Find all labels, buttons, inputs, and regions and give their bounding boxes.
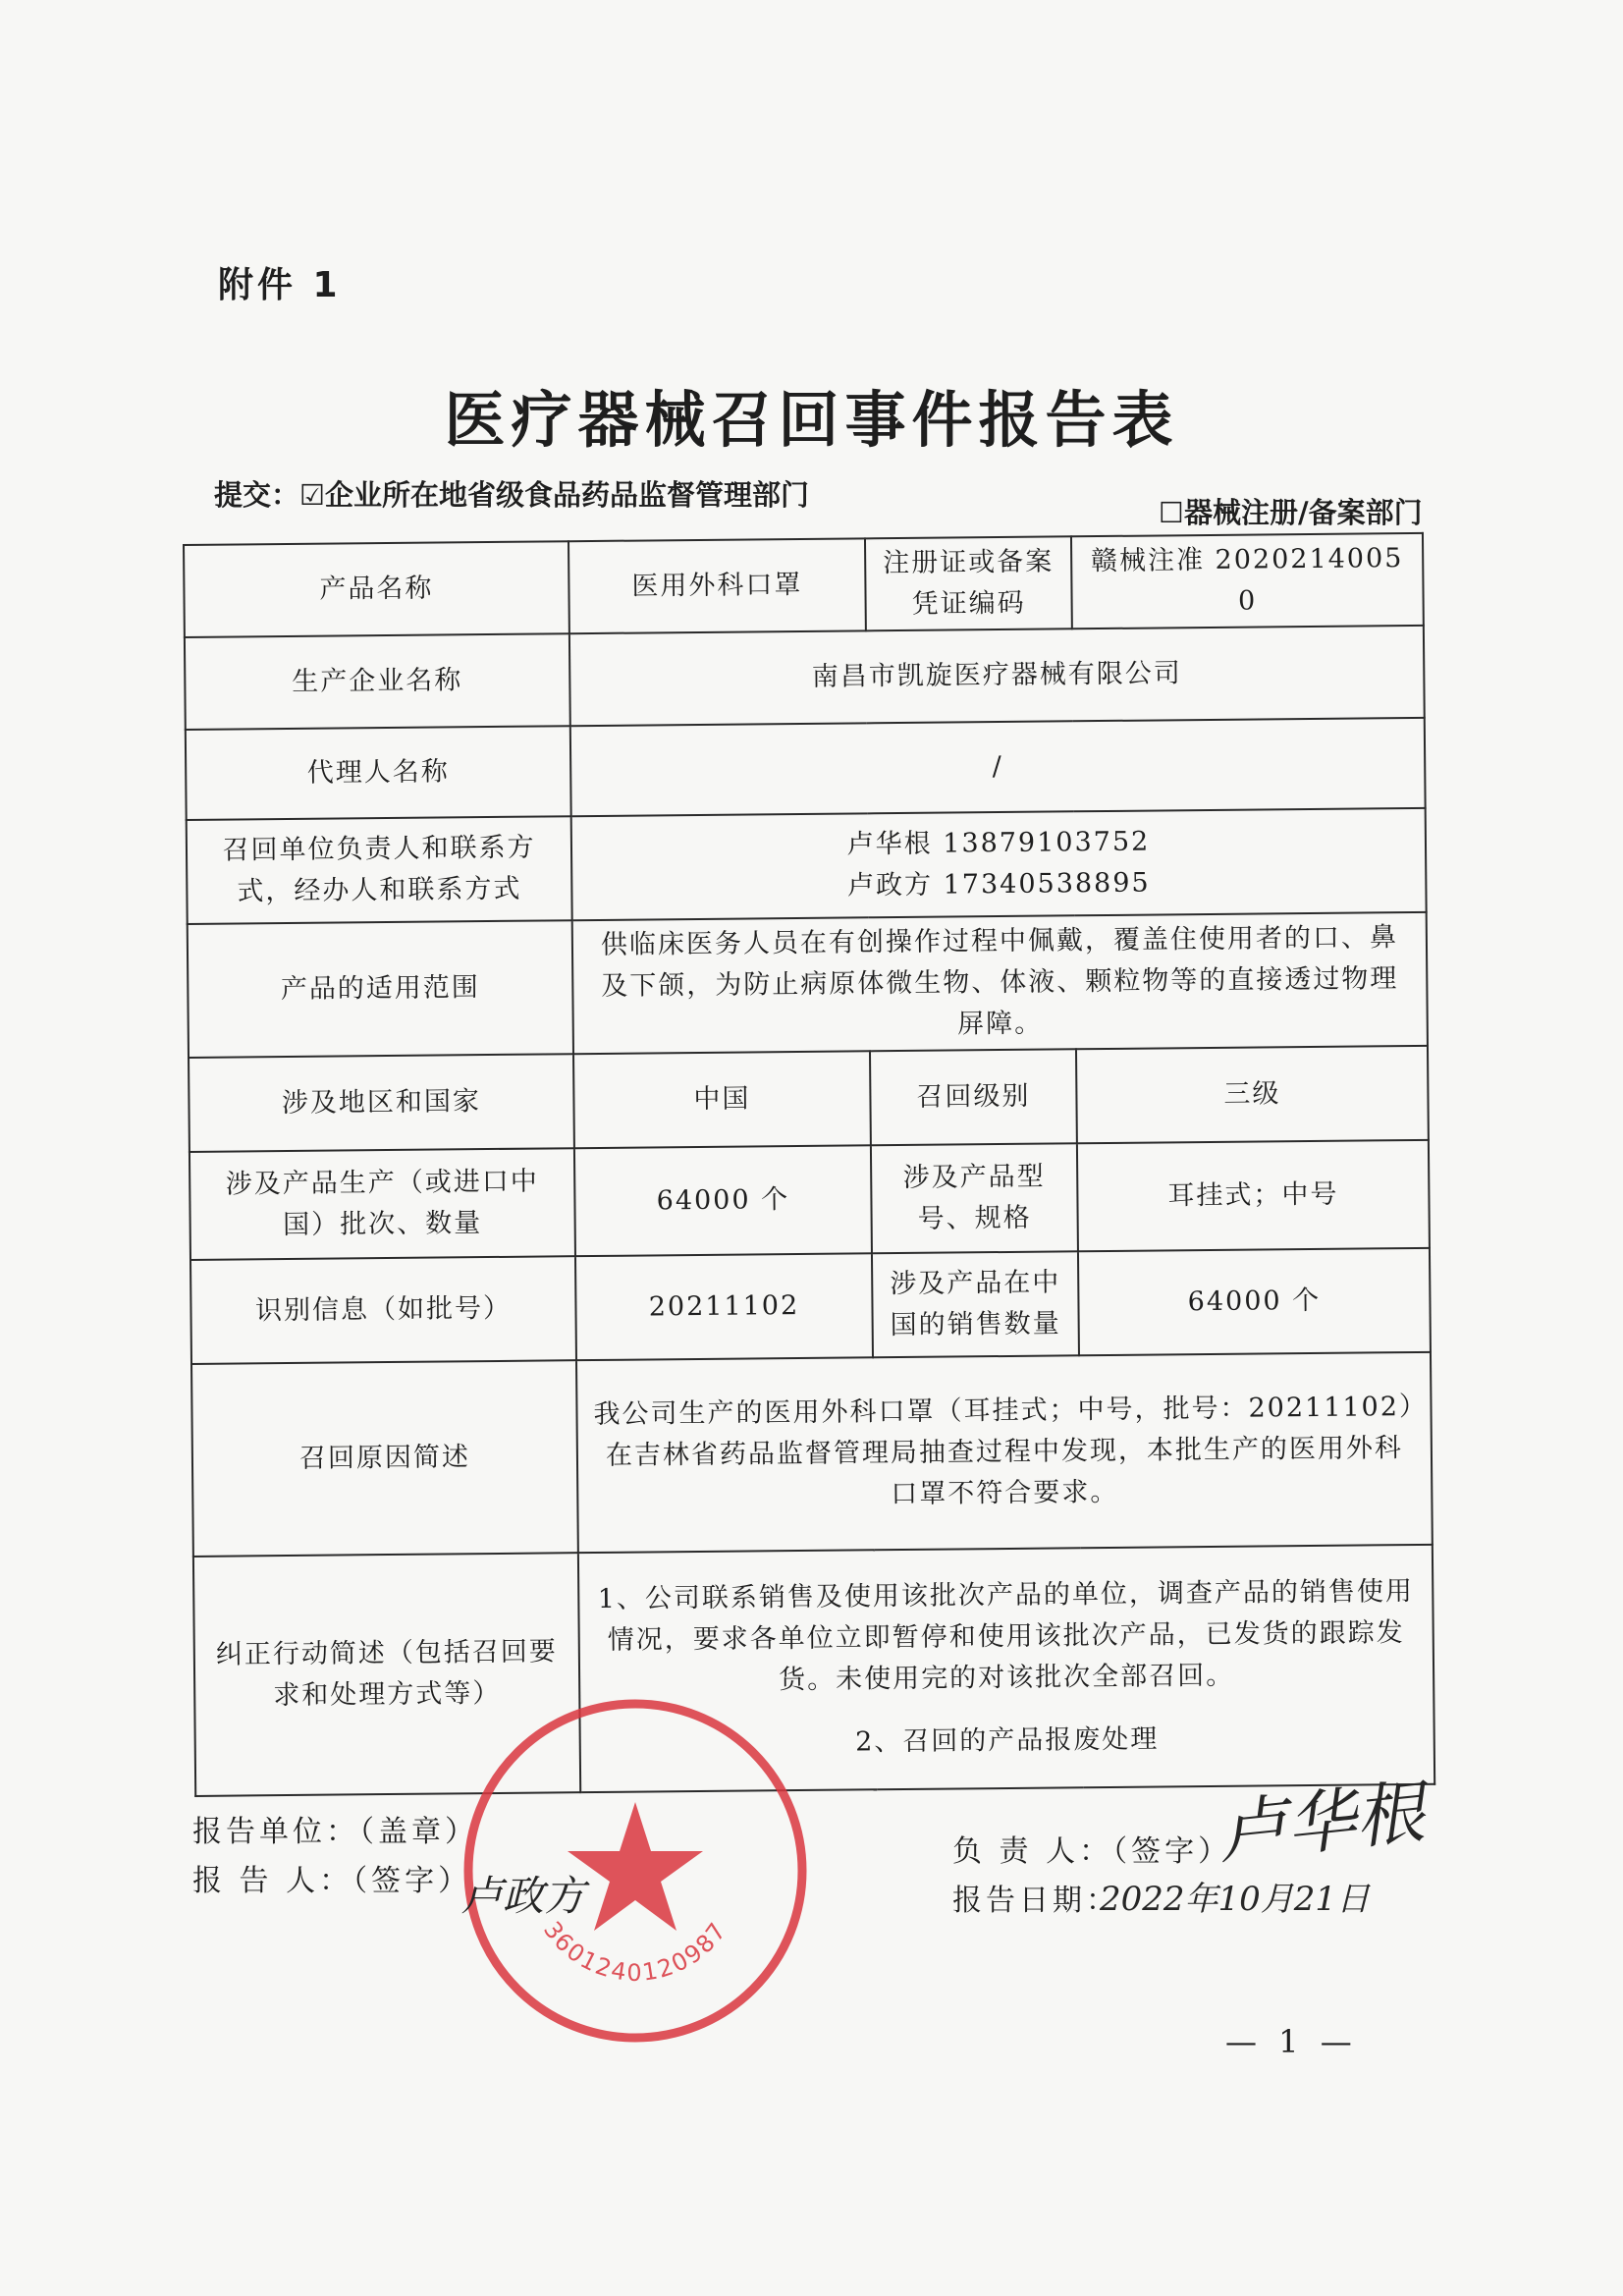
svg-text:3601240120987 — [538, 1916, 732, 1986]
recall-level-label: 召回级别 — [870, 1049, 1077, 1145]
row-agent — [186, 718, 1426, 820]
reporter-label: 报 告 人：（签字） — [192, 1864, 472, 1898]
report-date-label: 报告日期： — [952, 1884, 1119, 1918]
row-product-name — [184, 533, 1424, 637]
product-name-label: 产品名称 — [184, 541, 569, 637]
agent-value: / — [570, 718, 1426, 816]
row-contact — [187, 808, 1427, 924]
row-scope — [188, 912, 1428, 1058]
reporter-signature: 卢政方 — [461, 1872, 586, 1920]
action-step-1: 1、公司联系销售及使用该批次产品的单位，调查产品的销售使用情况，要求各单位立即暂停和使用该批次产品，已发货的跟踪发货。未使用完的对该批次全部召回。 — [597, 1576, 1415, 1696]
row-region — [189, 1046, 1429, 1152]
sales-quantity-label: 涉及产品在中国的销售数量 — [872, 1251, 1079, 1357]
manufacturer-value: 南昌市凯旋医疗器械有限公司 — [569, 626, 1425, 726]
reason-label: 召回原因简述 — [191, 1360, 578, 1557]
identification-label: 识别信息（如批号） — [190, 1256, 576, 1364]
contact-primary: 卢华根 13879103752 — [846, 826, 1151, 860]
submit-to-registration-dept: ☐器械注册/备案部门 — [1159, 496, 1423, 529]
submit-to-province: 提交：☑企业所在地省级食品药品监督管理部门 — [214, 478, 809, 512]
batch-label: 涉及产品生产（或进口中国）批次、数量 — [189, 1148, 575, 1260]
model-value: 耳挂式；中号 — [1077, 1140, 1430, 1251]
report-date-value: 2022年10月21日 — [1100, 1880, 1371, 1919]
contact-label: 召回单位负责人和联系方式，经办人和联系方式 — [187, 816, 572, 924]
recall-level-value: 三级 — [1076, 1046, 1429, 1143]
row-manufacturer — [185, 626, 1425, 730]
region-value: 中国 — [573, 1051, 871, 1148]
agent-label: 代理人名称 — [186, 726, 571, 820]
contact-cell — [571, 808, 1427, 920]
responsible-person-label: 负 责 人：（签字） — [952, 1834, 1232, 1869]
batch-quantity: 64000 个 — [574, 1145, 872, 1256]
seal-code: 3601240120987 — [538, 1916, 732, 1987]
page-number: — 1 — — [1225, 2023, 1358, 2060]
scope-value: 供临床医务人员在有创操作过程中佩戴，覆盖住使用者的口、鼻及下颌，为防止病原体微生物、体液、颗粒物等的直接透过物理屏障。 — [572, 912, 1428, 1054]
registration-value: 赣械注准 20202140050 — [1071, 533, 1424, 629]
responsible-signature: 卢华根 — [1214, 1772, 1429, 1874]
model-label: 涉及产品型号、规格 — [871, 1143, 1078, 1253]
scope-label: 产品的适用范围 — [188, 920, 573, 1058]
attachment-label: 附件 1 — [218, 265, 342, 305]
action-step-2: 2、召回的产品报废处理 — [854, 1723, 1160, 1758]
manufacturer-label: 生产企业名称 — [185, 633, 570, 730]
action-label: 纠正行动简述（包括召回要求和处理方式等） — [193, 1553, 580, 1796]
row-batch — [189, 1140, 1430, 1260]
row-identification — [190, 1248, 1431, 1364]
identification-value: 20211102 — [575, 1253, 873, 1360]
row-reason — [191, 1352, 1433, 1557]
contact-secondary: 卢政方 17340538895 — [846, 867, 1151, 902]
product-name-value: 医用外科口罩 — [568, 538, 866, 633]
seal-star-icon — [568, 1802, 703, 1931]
registration-label: 注册证或备案凭证编码 — [865, 536, 1072, 630]
region-label: 涉及地区和国家 — [189, 1054, 574, 1152]
recall-report-table — [183, 532, 1435, 1797]
report-unit-label: 报告单位：（盖章） — [192, 1815, 478, 1849]
reason-value: 我公司生产的医用外科口罩（耳挂式；中号，批号：20211102）在吉林省药品监督管理局抽查过程中发现，本批生产的医用外科口罩不符合要求。 — [576, 1352, 1433, 1553]
sales-quantity-value: 64000 个 — [1078, 1248, 1431, 1355]
page-title: 医疗器械召回事件报告表 — [444, 384, 1179, 456]
